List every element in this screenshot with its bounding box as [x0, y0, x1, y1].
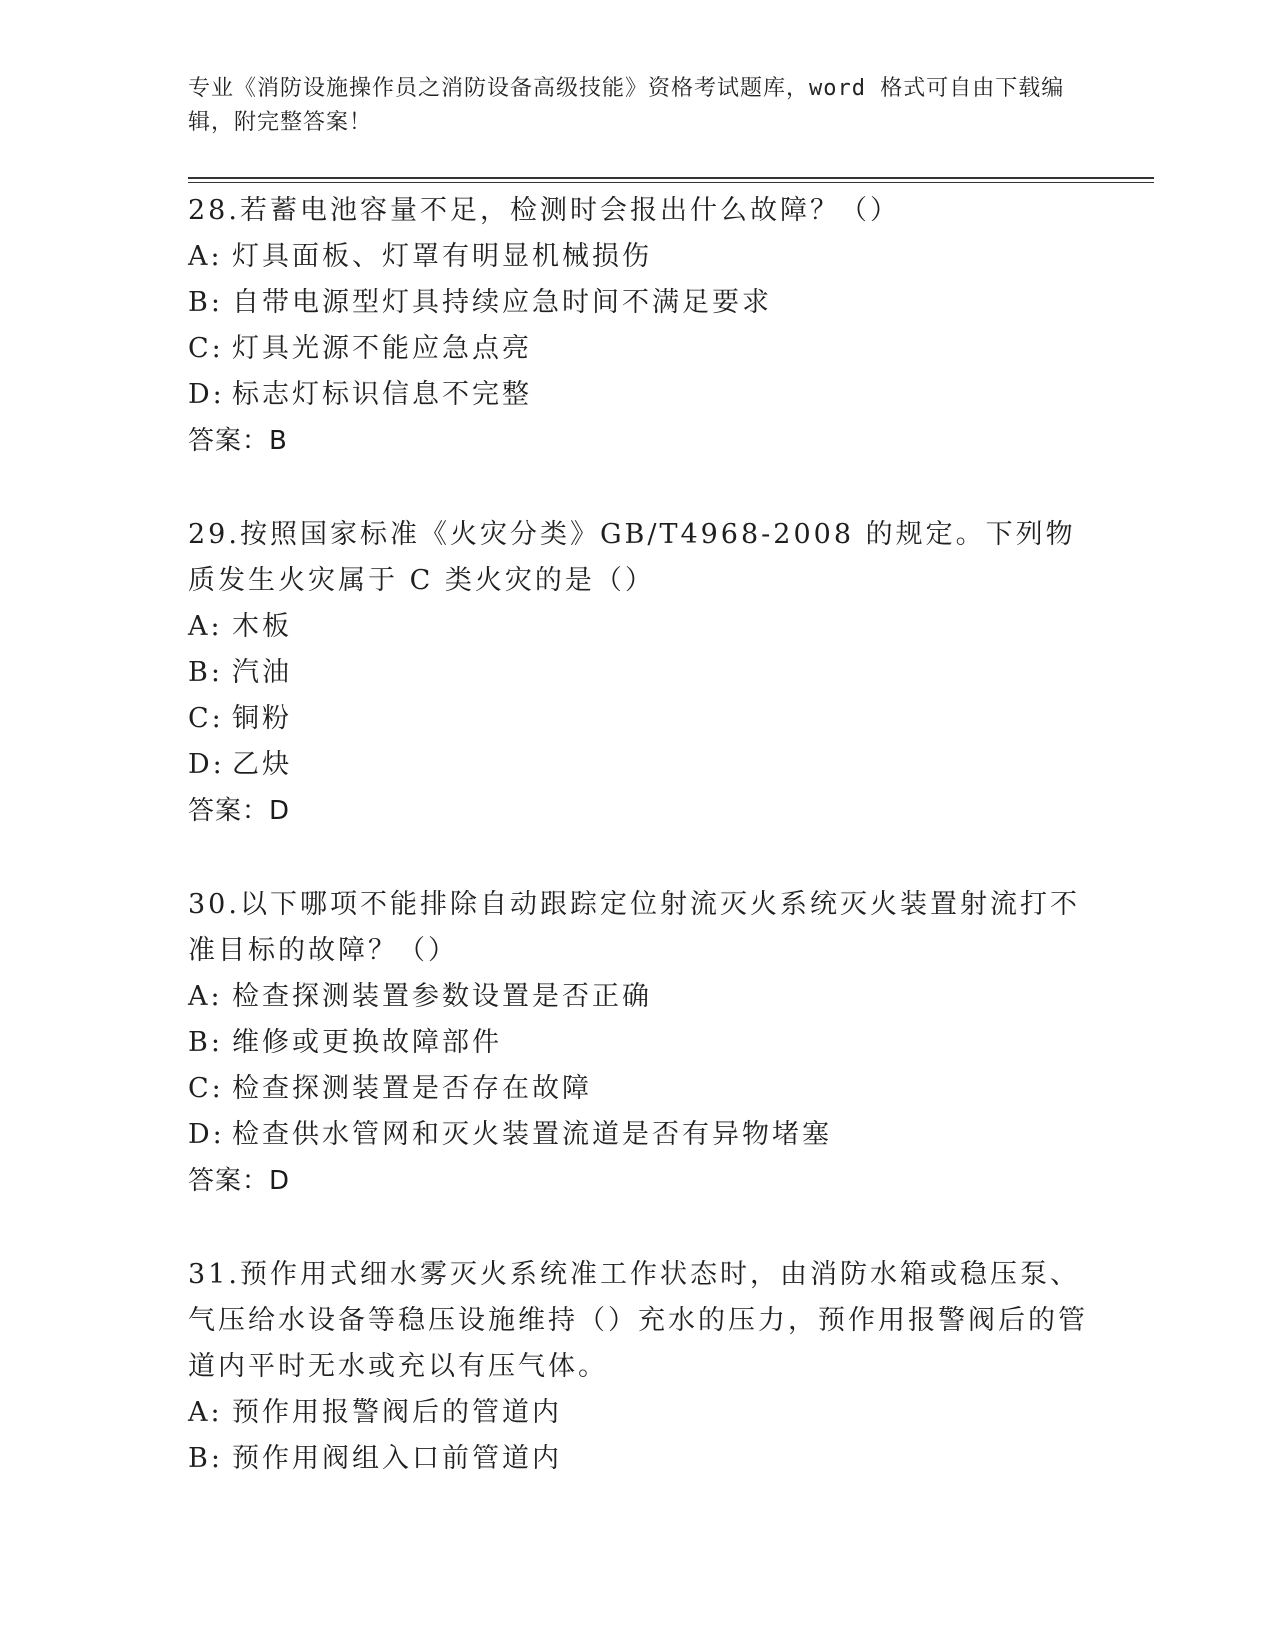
option-letter: B:	[188, 287, 223, 318]
question-list	[188, 188, 1088, 1530]
option-text: 检查探测装置是否存在故障	[232, 1073, 592, 1104]
option-text: 木板	[232, 611, 292, 642]
option-letter: D:	[188, 749, 225, 780]
answer-option	[188, 1390, 1088, 1436]
answer-key: 答案：D	[188, 796, 291, 826]
option-letter: C:	[188, 333, 224, 364]
answer-option	[188, 1112, 1088, 1158]
answer-option	[188, 696, 1088, 742]
option-text: 维修或更换故障部件	[232, 1027, 502, 1058]
question-stem: 31.预作用式细水雾灭火系统准工作状态时，由消防水箱或稳压泵、气压给水设备等稳压设施维持（）充水的压力，预作用报警阀后的管道内平时无水或充以有压气体。	[188, 1259, 1088, 1382]
option-text: 汽油	[232, 657, 292, 688]
answer-key: 答案：D	[188, 1166, 291, 1196]
option-text: 铜粉	[232, 703, 292, 734]
answer-option	[188, 1436, 1088, 1482]
option-letter: A:	[188, 241, 223, 272]
answer-key: 答案：B	[188, 426, 288, 456]
option-letter: C:	[188, 703, 224, 734]
option-letter: B:	[188, 657, 223, 688]
option-letter: D:	[188, 1119, 225, 1150]
option-text: 灯具光源不能应急点亮	[232, 333, 532, 364]
question-block	[188, 1252, 1088, 1482]
option-letter: D:	[188, 379, 225, 410]
question-block	[188, 512, 1088, 834]
answer-option	[188, 604, 1088, 650]
answer-option	[188, 650, 1088, 696]
option-text: 灯具面板、灯罩有明显机械损伤	[232, 241, 652, 272]
option-text: 检查供水管网和灭火装置流道是否有异物堵塞	[232, 1119, 832, 1150]
header-divider	[188, 177, 1154, 179]
answer-option	[188, 372, 1088, 418]
question-block	[188, 882, 1088, 1204]
option-letter: A:	[188, 1397, 223, 1428]
option-letter: C:	[188, 1073, 224, 1104]
answer-option	[188, 974, 1088, 1020]
question-stem: 29.按照国家标准《火灾分类》GB/T4968-2008 的规定。下列物质发生火灾属于 C 类火灾的是（）	[188, 519, 1076, 596]
document-header: 专业《消防设施操作员之消防设备高级技能》资格考试题库，word 格式可自由下载编辑，附完整答案！	[188, 76, 1065, 135]
option-text: 乙炔	[232, 749, 292, 780]
option-letter: A:	[188, 981, 223, 1012]
question-stem: 30.以下哪项不能排除自动跟踪定位射流灭火系统灭火装置射流打不准目标的故障？（）	[188, 889, 1080, 966]
option-letter: B:	[188, 1443, 223, 1474]
option-letter: B:	[188, 1027, 223, 1058]
option-letter: A:	[188, 611, 223, 642]
header-divider-thin	[188, 182, 1154, 183]
option-text: 自带电源型灯具持续应急时间不满足要求	[232, 287, 772, 318]
option-text: 预作用报警阀后的管道内	[232, 1397, 562, 1428]
question-block	[188, 188, 1088, 464]
answer-option	[188, 1066, 1088, 1112]
option-text: 预作用阀组入口前管道内	[232, 1443, 562, 1474]
option-text: 检查探测装置参数设置是否正确	[232, 981, 652, 1012]
answer-option	[188, 326, 1088, 372]
answer-option	[188, 742, 1088, 788]
option-text: 标志灯标识信息不完整	[232, 379, 532, 410]
question-stem: 28.若蓄电池容量不足，检测时会报出什么故障？（）	[188, 195, 900, 226]
answer-option	[188, 1020, 1088, 1066]
answer-option	[188, 234, 1088, 280]
answer-option	[188, 280, 1088, 326]
